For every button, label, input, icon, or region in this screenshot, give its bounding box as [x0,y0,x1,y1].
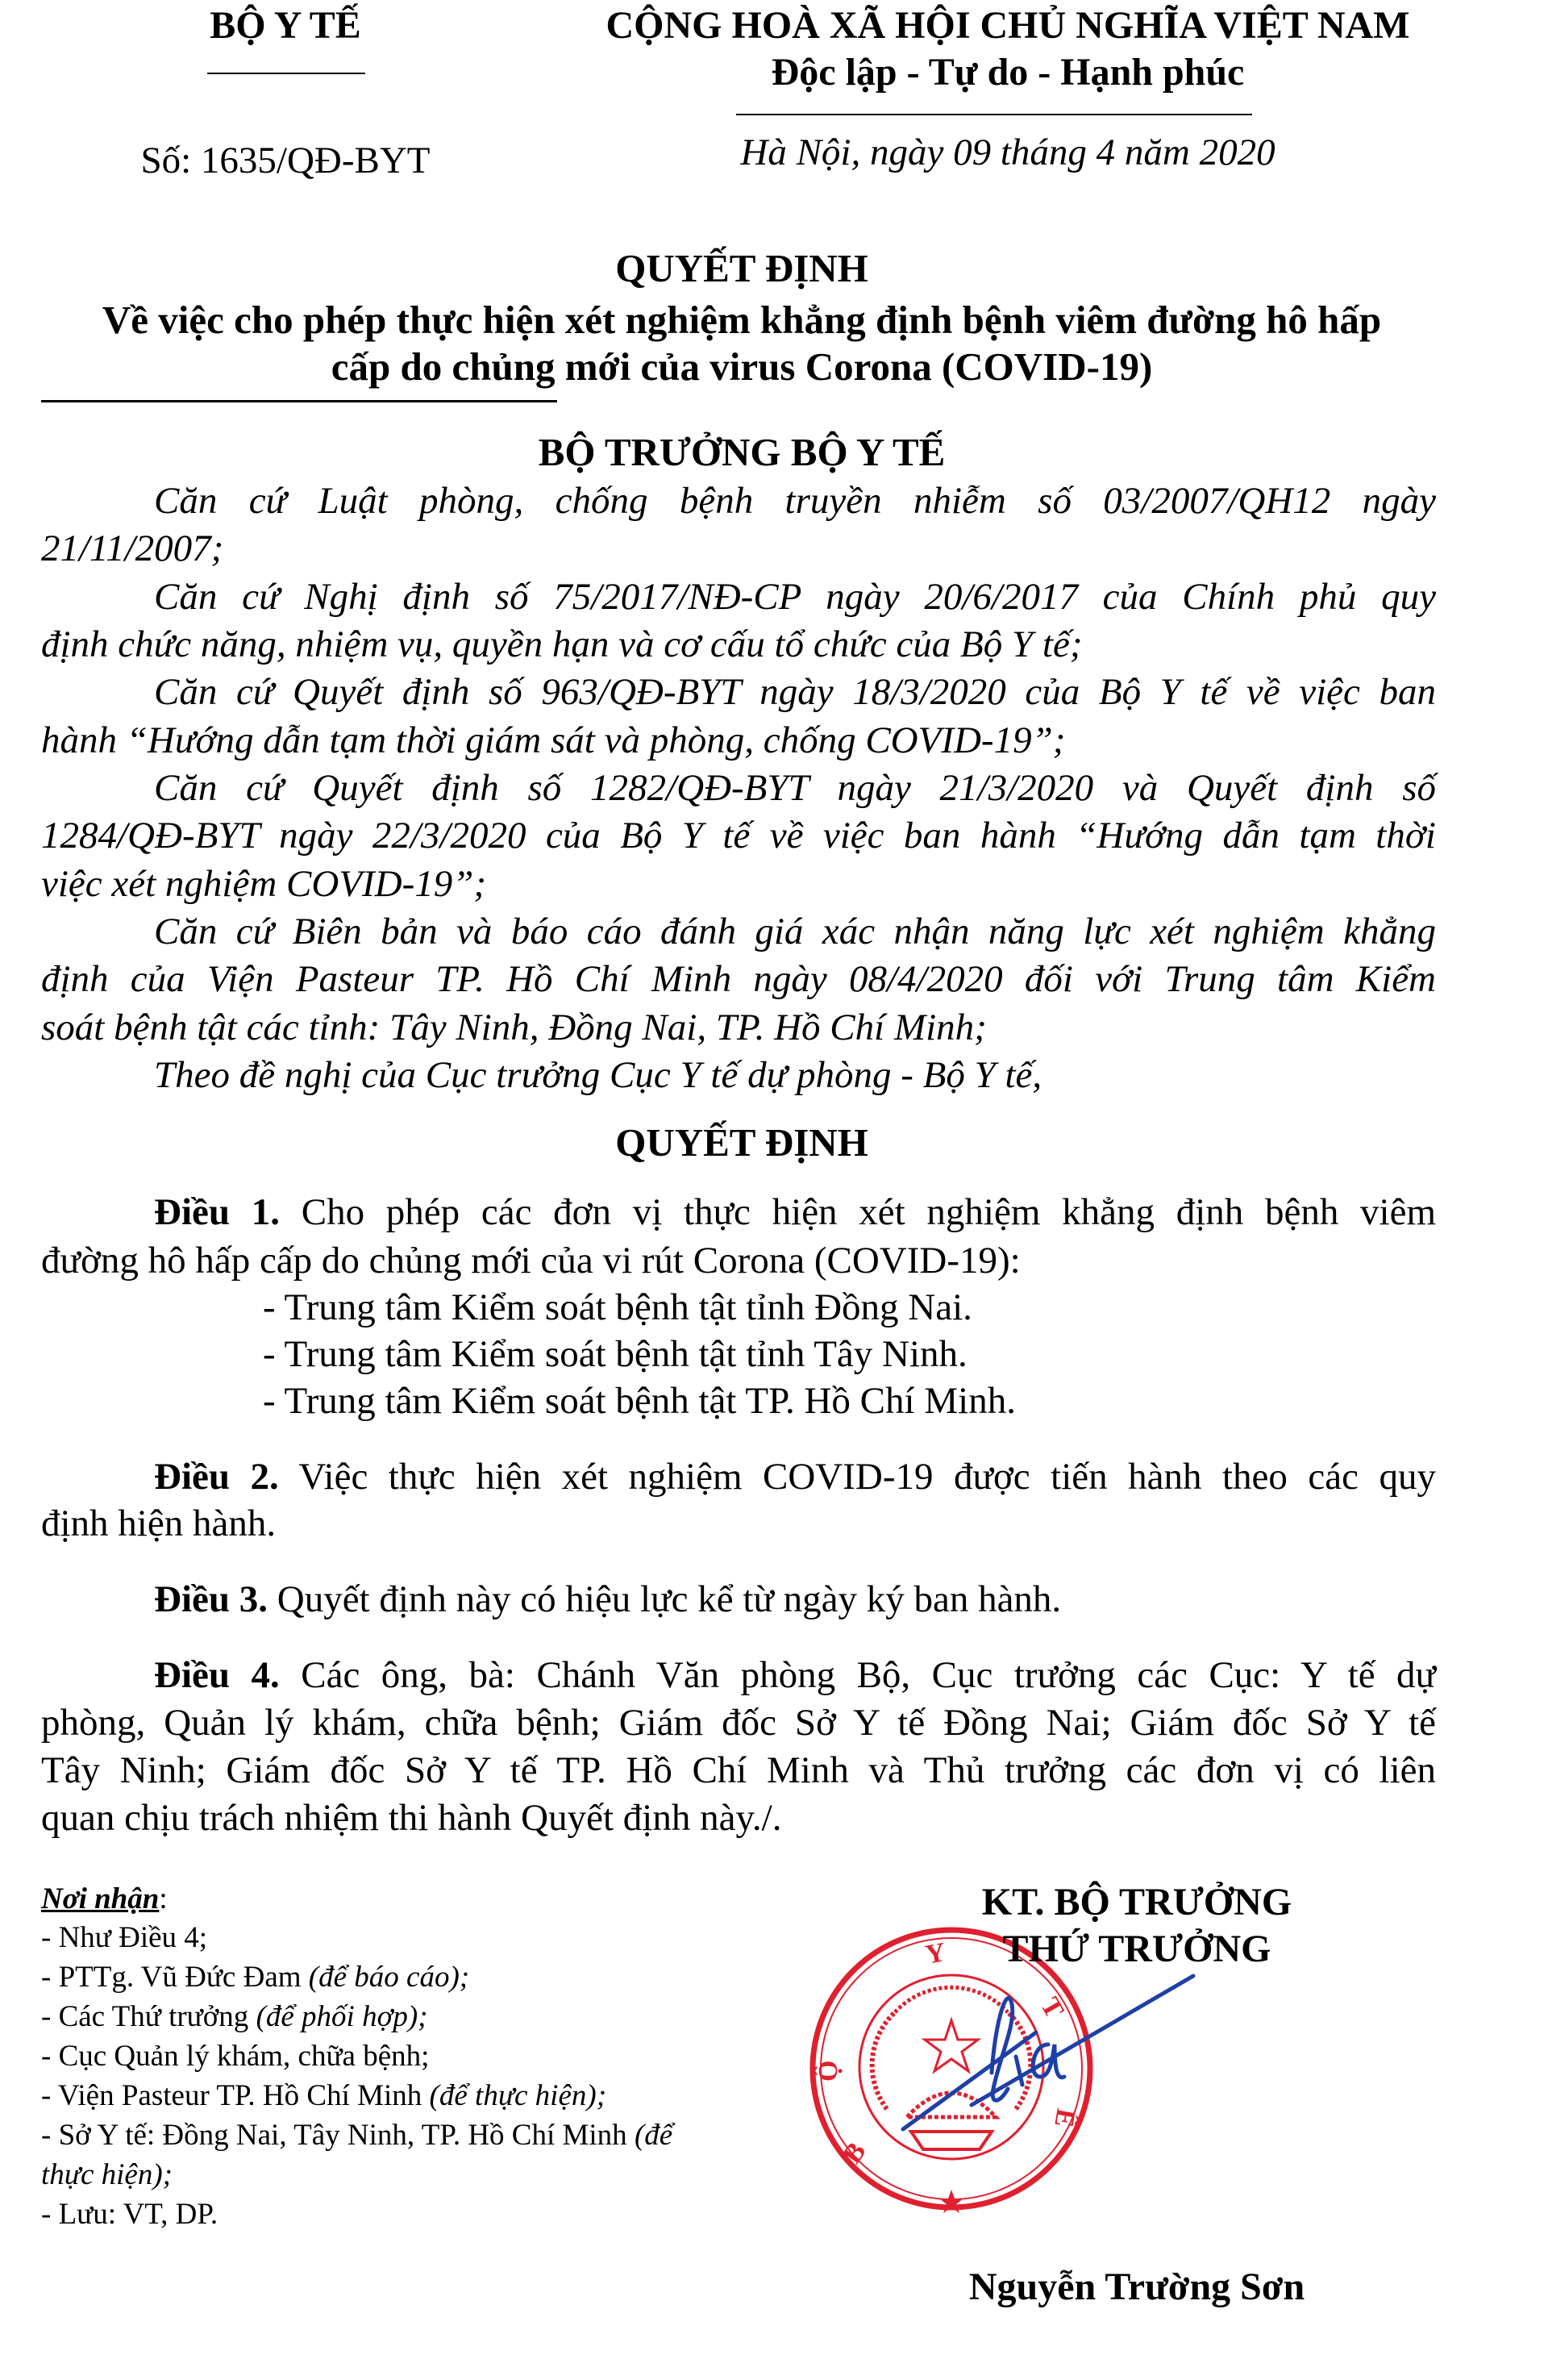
recipient-text: - Viện Pasteur TP. Hồ Chí Minh [41,2079,430,2112]
preamble-line: Căn cứ Luật phòng, chống bệnh truyền nhiễm số 03/2007/QH12 ngày [154,480,1436,522]
recipient-note: (để thực hiện); [429,2079,607,2112]
agency-name: BỘ Y TẾ [210,4,361,47]
preamble-line: 21/11/2007; [41,527,224,569]
agency-underline [207,73,365,74]
place-date: Hà Nội, ngày 09 tháng 4 năm 2020 [740,131,1275,173]
issuing-authority: BỘ TRƯỞNG BỘ Y TẾ [538,430,946,474]
article-line: định hiện hành. [41,1503,277,1544]
article-1 [154,1191,1437,1233]
recipient-item [41,1923,207,1953]
article-line: Tây Ninh; Giám đốc Sở Y tế TP. Hồ Chí Minh và Thủ trưởng các đơn vị có liên [41,1749,1436,1791]
preamble-line: soát bệnh tật các tỉnh: Tây Ninh, Đồng Nai, TP. Hồ Chí Minh; [41,1007,987,1048]
preamble-line: Căn cứ Quyết định số 963/QĐ-BYT ngày 18/3/2020 của Bộ Y tế về việc ban [154,671,1436,713]
svg-text:Y: Y [922,1937,948,1970]
document-number: Số: 1635/QĐ-BYT [140,140,431,181]
article-line: phòng, Quản lý khám, chữa bệnh; Giám đốc Sở Y tế Đồng Nai; Giám đốc Sở Y tế [41,1702,1436,1744]
article-text: Các ông, bà: Chánh Văn phòng Bộ, Cục trưởng các Cục: Y tế dự [301,1654,1437,1696]
svg-text:Ế: Ế [1048,2106,1081,2130]
recipient-item [41,2002,427,2032]
preamble-line: hành “Hướng dẫn tạm thời giám sát và phòng, chống COVID-19”; [41,719,1066,761]
svg-text:Ộ: Ộ [814,2060,843,2082]
article-label: Điều 1. [154,1191,280,1233]
recipients-heading-colon: : [159,1882,168,1915]
article-label: Điều 2. [154,1456,279,1498]
article-line: quan chịu trách nhiệm thi hành Quyết định này./. [41,1797,782,1839]
recipient-note: (để báo cáo); [308,1961,470,1994]
article-text: Quyết định này có hiệu lực kể từ ngày ký ban hành. [277,1578,1062,1620]
recipient-item [41,2199,218,2229]
preamble-line: Căn cứ Nghị định số 75/2017/NĐ-CP ngày 20/6/2017 của Chính phủ quy [154,576,1436,618]
recipient-note: thực hiện); [41,2158,173,2191]
preamble-line: Theo đề nghị của Cục trưởng Cục Y tế dự phòng - Bộ Y tế, [154,1054,1042,1096]
article-4 [154,1654,1437,1696]
preamble-line: định chức năng, nhiệm vụ, quyền hạn và cơ cấu tổ chức của Bộ Y tế; [41,623,1083,665]
decision-heading: QUYẾT ĐỊNH [615,1120,868,1165]
preamble-line: Căn cứ Biên bản và báo cáo đánh giá xác nhận năng lực xét nghiệm khẳng [154,911,1436,952]
recipient-text: - PTTg. Vũ Đức Đam [41,1961,309,1994]
article-text: Việc thực hiện xét nghiệm COVID-19 được tiến hành theo các quy [298,1456,1436,1498]
recipient-item [41,2120,672,2150]
recipient-item [41,2081,606,2111]
recipient-text: - Lưu: VT, DP. [41,2198,218,2231]
article-3 [154,1578,1062,1620]
subject-underline [41,400,557,402]
signer-name: Nguyễn Trường Sơn [968,2265,1305,2308]
handwritten-signature [895,1968,1201,2145]
preamble-line: 1284/QĐ-BYT ngày 22/3/2020 của Bộ Y tế về việc ban hành “Hướng dẫn tạm thời [41,815,1436,857]
svg-text:T: T [1034,1992,1070,2024]
recipient-text: - Cục Quản lý khám, chữa bệnh; [41,2040,430,2073]
recipient-item [41,1962,469,1992]
recipients-heading-text: Nơi nhận [41,1882,160,1915]
article-text: Cho phép các đơn vị thực hiện xét nghiệm khẳng định bệnh viêm [301,1191,1437,1233]
article-list-item: - Trung tâm Kiểm soát bệnh tật tỉnh Đồng Nai. [263,1286,972,1328]
signer-title-line-2: THỨ TRƯỞNG [1002,1928,1271,1970]
recipient-text: - Các Thứ trưởng [41,2000,256,2033]
preamble-line: định của Viện Pasteur TP. Hồ Chí Minh ngày 08/4/2020 đối với Trung tâm Kiểm [41,958,1436,1000]
recipient-note: (để phối hợp); [256,2000,428,2033]
article-2 [154,1458,1436,1496]
document-type-title: QUYẾT ĐỊNH [615,246,868,290]
svg-text:B: B [837,2136,872,2170]
motto-underline [736,114,1252,115]
recipient-item [41,2160,173,2190]
national-motto: Độc lập - Tự do - Hạnh phúc [771,51,1245,94]
article-list-item: - Trung tâm Kiểm soát bệnh tật tỉnh Tây Ninh. [263,1333,968,1375]
country-name: CỘNG HOÀ XÃ HỘI CHỦ NGHĨA VIỆT NAM [605,4,1410,47]
recipient-text: - Sở Y tế: Đồng Nai, Tây Ninh, TP. Hồ Chí Minh [41,2119,635,2152]
recipient-text: - Như Điều 4; [41,1921,208,1954]
signer-title-line-1: KT. BỘ TRƯỞNG [981,1881,1292,1924]
article-list-item: - Trung tâm Kiểm soát bệnh tật TP. Hồ Chí Minh. [263,1380,1016,1422]
preamble-line: Căn cứ Quyết định số 1282/QĐ-BYT ngày 21/3/2020 và Quyết định số [154,767,1436,809]
recipient-item [41,2041,429,2071]
article-label: Điều 3. [154,1578,268,1620]
subject-line-1: Về việc cho phép thực hiện xét nghiệm khẳng định bệnh viêm đường hô hấp [102,298,1382,342]
recipients-heading [41,1884,168,1914]
recipient-note: (để [634,2119,673,2152]
article-line: đường hô hấp cấp do chủng mới của vi rút Corona (COVID-19): [41,1240,1021,1282]
article-label: Điều 4. [154,1654,280,1696]
subject-line-2: cấp do chủng mới của virus Corona (COVID-19) [331,344,1153,389]
preamble-line: việc xét nghiệm COVID-19”; [41,863,487,905]
